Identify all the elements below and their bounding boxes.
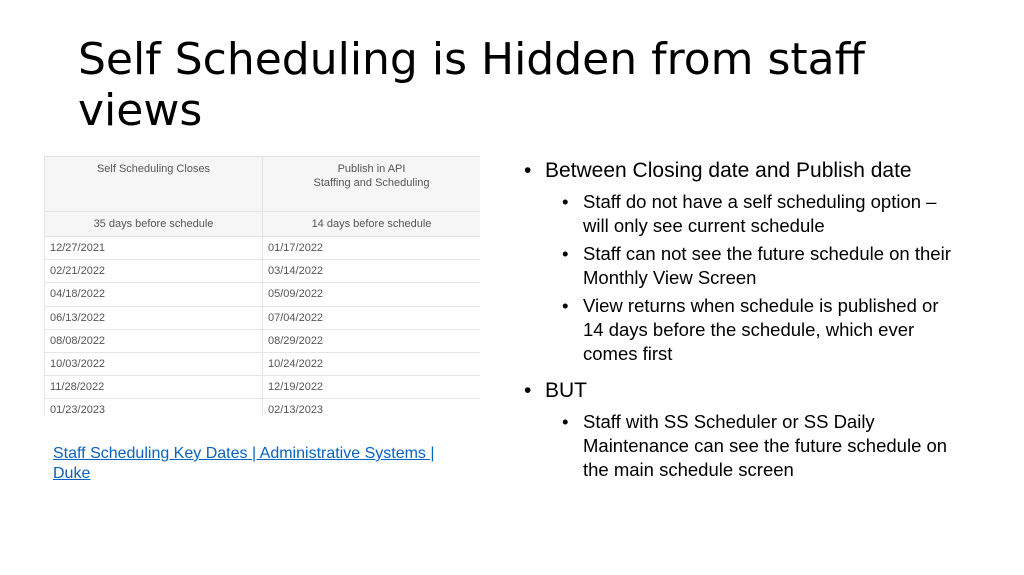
closing-date-cell: 01/23/2023 — [45, 399, 263, 416]
header-publish-line2: Staffing and Scheduling — [313, 177, 430, 189]
key-dates-link[interactable]: Staff Scheduling Key Dates | Administrative Systems | Duke — [53, 445, 435, 482]
bullet-text: BUT — [545, 379, 587, 402]
sub-bullet-ss-scheduler — [524, 410, 954, 482]
closing-date-cell: 08/08/2022 — [45, 329, 263, 352]
bullet-text: Between Closing date and Publish date — [545, 159, 912, 182]
bullet-glyph: • — [524, 379, 532, 402]
sub-bullet-view-returns — [524, 294, 954, 366]
publish-date-cell: 05/09/2022 — [263, 283, 481, 306]
bullet-text: View returns when schedule is published or 14 days before the schedule, which ever comes first — [583, 295, 939, 364]
closing-date-cell: 04/18/2022 — [45, 283, 263, 306]
table-row — [45, 329, 481, 352]
table-row — [45, 306, 481, 329]
table-row — [45, 283, 481, 306]
closing-date-cell: 02/21/2022 — [45, 260, 263, 283]
bullet-glyph: • — [562, 191, 569, 212]
key-dates-table-image — [44, 156, 480, 416]
closing-date-cell: 12/27/2021 — [45, 237, 263, 260]
sub-bullet-monthly-view — [524, 242, 954, 290]
bullet-glyph: • — [562, 295, 569, 316]
table-row — [45, 376, 481, 399]
table-row — [45, 352, 481, 375]
closing-date-cell: 10/03/2022 — [45, 352, 263, 375]
publish-date-cell: 10/24/2022 — [263, 352, 481, 375]
publish-date-cell: 03/14/2022 — [263, 260, 481, 283]
bullet-glyph: • — [524, 159, 532, 182]
subheader-14-days: 14 days before schedule — [263, 212, 481, 237]
publish-date-cell: 08/29/2022 — [263, 329, 481, 352]
table-subheader-row — [45, 212, 481, 237]
bullet-list — [524, 158, 954, 486]
publish-date-cell: 07/04/2022 — [263, 306, 481, 329]
table-row — [45, 399, 481, 416]
slide-title: Self Scheduling is Hidden from staff views — [78, 34, 865, 136]
bullet-text: Staff with SS Scheduler or SS Daily Maintenance can see the future schedule on the main schedule screen — [583, 411, 948, 480]
header-publish-in-api — [263, 157, 481, 212]
closing-date-cell: 11/28/2022 — [45, 376, 263, 399]
key-dates-table — [44, 156, 480, 416]
table-row — [45, 260, 481, 283]
bullet-closing-to-publish — [524, 158, 954, 184]
publish-date-cell: 02/13/2023 — [263, 399, 481, 416]
publish-date-cell: 01/17/2022 — [263, 237, 481, 260]
header-self-scheduling-closes: Self Scheduling Closes — [45, 157, 263, 212]
table-row — [45, 237, 481, 260]
subheader-35-days: 35 days before schedule — [45, 212, 263, 237]
bullet-text: Staff do not have a self scheduling option – will only see current schedule — [583, 191, 937, 236]
sub-bullet-no-self-scheduling — [524, 190, 954, 238]
closing-date-cell: 06/13/2022 — [45, 306, 263, 329]
bullet-glyph: • — [562, 243, 569, 264]
bullet-text: Staff can not see the future schedule on their Monthly View Screen — [583, 243, 951, 288]
bullet-glyph: • — [562, 411, 569, 432]
header-publish-line1: Publish in API — [337, 163, 406, 175]
bullet-but — [524, 378, 954, 404]
publish-date-cell: 12/19/2022 — [263, 376, 481, 399]
table-header-row — [45, 157, 481, 212]
